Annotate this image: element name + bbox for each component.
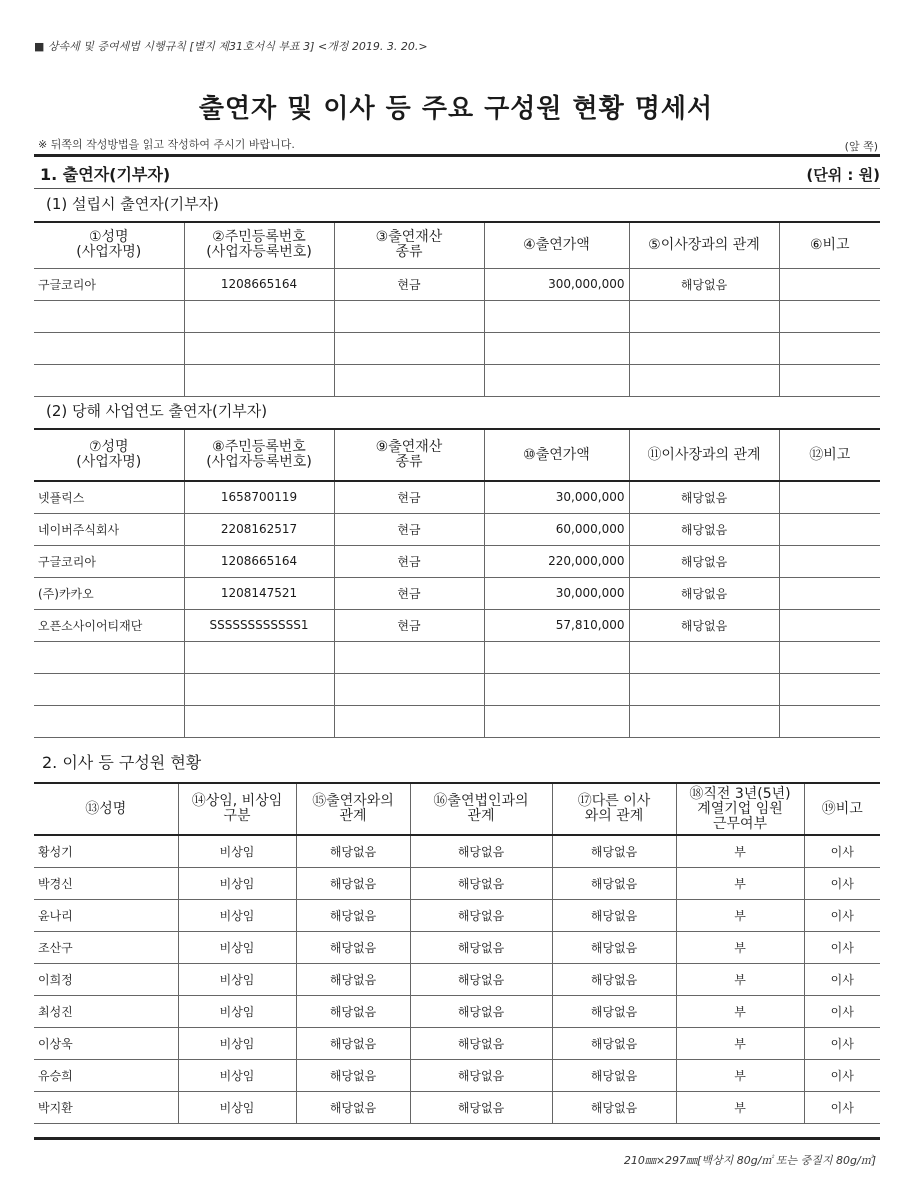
table-row — [34, 577, 880, 609]
cell-member-name: 황성기 — [34, 835, 178, 867]
cell-member-name: 이상욱 — [34, 1027, 178, 1059]
col-header-name: ⑦성명 (사업자명) — [34, 429, 184, 481]
col-header-corp-relation: ⑯출연법인과의 관계 — [410, 783, 552, 835]
cell-affiliate-exec: 부 — [676, 867, 804, 899]
col-header-name: ①성명 (사업자명) — [34, 222, 184, 268]
cell-name: 네이버주식회사 — [34, 513, 184, 545]
table-row — [34, 609, 880, 641]
paper-spec: 210㎜×297㎜[백상지 80g/㎡ 또는 중질지 80g/㎡] — [623, 1154, 876, 1167]
cell-fulltime: 비상임 — [178, 867, 296, 899]
cell-affiliate-exec: 부 — [676, 1059, 804, 1091]
cell-member-name: 최성진 — [34, 995, 178, 1027]
cell-remarks — [779, 641, 880, 673]
cell-donor-relation: 해당없음 — [296, 1091, 410, 1123]
cell-amount: 30,000,000 — [484, 577, 629, 609]
cell-corp-relation: 해당없음 — [410, 963, 552, 995]
cell-relation: 해당없음 — [629, 481, 779, 513]
cell-donor-relation: 해당없음 — [296, 1027, 410, 1059]
cell-donor-relation: 해당없음 — [296, 1059, 410, 1091]
col-header-affiliate-exec: ⑱직전 3년(5년) 계열기업 임원 근무여부 — [676, 783, 804, 835]
cell-remarks — [779, 609, 880, 641]
table-row — [34, 332, 880, 364]
cell-remarks — [779, 577, 880, 609]
table-row — [34, 641, 880, 673]
cell-asset-type — [334, 673, 484, 705]
cell-remarks — [779, 705, 880, 737]
cell-reg-no — [184, 673, 334, 705]
table-row — [34, 545, 880, 577]
cell-amount: 30,000,000 — [484, 481, 629, 513]
cell-relation: 해당없음 — [629, 609, 779, 641]
table-row — [34, 1091, 880, 1123]
table-row — [34, 268, 880, 300]
cell-member-remarks: 이사 — [804, 835, 880, 867]
cell-donor-relation: 해당없음 — [296, 835, 410, 867]
cell-relation — [629, 641, 779, 673]
cell-reg-no: 2208162517 — [184, 513, 334, 545]
cell-reg-no: 1208665164 — [184, 268, 334, 300]
unit-label: (단위 : 원) — [806, 166, 880, 184]
cell-fulltime: 비상임 — [178, 931, 296, 963]
cell-affiliate-exec: 부 — [676, 1091, 804, 1123]
section1-title: 1. 출연자(기부자) — [40, 165, 171, 184]
cell-relation — [629, 705, 779, 737]
cell-corp-relation: 해당없음 — [410, 1059, 552, 1091]
cell-director-relation: 해당없음 — [552, 931, 676, 963]
table-row — [34, 899, 880, 931]
table-row — [34, 673, 880, 705]
col-header-member-remarks: ⑲비고 — [804, 783, 880, 835]
cell-corp-relation: 해당없음 — [410, 1027, 552, 1059]
cell-member-remarks: 이사 — [804, 995, 880, 1027]
cell-member-name: 윤나리 — [34, 899, 178, 931]
table-row — [34, 835, 880, 867]
cell-director-relation: 해당없음 — [552, 835, 676, 867]
cell-reg-no: 1208665164 — [184, 545, 334, 577]
col-header-asset-type: ⑨출연재산 종류 — [334, 429, 484, 481]
col-header-relation: ⑪이사장과의 관계 — [629, 429, 779, 481]
cell-member-remarks: 이사 — [804, 1059, 880, 1091]
page-title: 출연자 및 이사 등 주요 구성원 현황 명세서 — [198, 94, 714, 124]
cell-name: (주)카카오 — [34, 577, 184, 609]
cell-director-relation: 해당없음 — [552, 995, 676, 1027]
cell-affiliate-exec: 부 — [676, 899, 804, 931]
cell-asset-type — [334, 641, 484, 673]
cell-fulltime: 비상임 — [178, 899, 296, 931]
cell-donor-relation: 해당없음 — [296, 931, 410, 963]
board-members-table — [34, 782, 880, 1124]
col-header-remarks: ⑫비고 — [779, 429, 880, 481]
cell-member-remarks: 이사 — [804, 899, 880, 931]
table-row — [34, 364, 880, 396]
table-header-row — [34, 429, 880, 481]
cell-affiliate-exec: 부 — [676, 835, 804, 867]
cell-asset-type: 현금 — [334, 481, 484, 513]
cell-asset-type — [334, 705, 484, 737]
cell-name — [34, 705, 184, 737]
col-header-amount: ⑩출연가액 — [484, 429, 629, 481]
cell-name: 구글코리아 — [34, 545, 184, 577]
instruction-note: ※ 뒤쪽의 작성방법을 읽고 작성하여 주시기 바랍니다. — [38, 138, 295, 151]
cell-member-name: 박지환 — [34, 1091, 178, 1123]
cell-donor-relation: 해당없음 — [296, 867, 410, 899]
cell-reg-no — [184, 641, 334, 673]
cell-member-remarks: 이사 — [804, 1027, 880, 1059]
table-row — [34, 1059, 880, 1091]
cell-donor-relation: 해당없음 — [296, 963, 410, 995]
table-row — [34, 300, 880, 332]
cell-member-remarks: 이사 — [804, 867, 880, 899]
cell-asset-type: 현금 — [334, 577, 484, 609]
cell-director-relation: 해당없음 — [552, 963, 676, 995]
cell-member-name: 이희정 — [34, 963, 178, 995]
cell-reg-no: SSSSSSSSSSSS1 — [184, 609, 334, 641]
cell-member-name: 유승희 — [34, 1059, 178, 1091]
bottom-rule — [34, 1137, 880, 1140]
col-header-reg-no: ②주민등록번호 (사업자등록번호) — [184, 222, 334, 268]
cell-affiliate-exec: 부 — [676, 1027, 804, 1059]
cell-remarks — [779, 481, 880, 513]
cell-affiliate-exec: 부 — [676, 963, 804, 995]
cell-name: 구글코리아 — [34, 268, 184, 300]
cell-donor-relation: 해당없음 — [296, 899, 410, 931]
cell-remarks — [779, 268, 880, 300]
page-side-label: (앞 쪽) — [844, 140, 878, 153]
table-row — [34, 481, 880, 513]
cell-amount — [484, 705, 629, 737]
cell-asset-type: 현금 — [334, 513, 484, 545]
cell-member-name: 박경신 — [34, 867, 178, 899]
cell-corp-relation: 해당없음 — [410, 867, 552, 899]
cell-asset-type: 현금 — [334, 609, 484, 641]
table-row — [34, 1027, 880, 1059]
cell-reg-no: 1658700119 — [184, 481, 334, 513]
cell-reg-no: 1208147521 — [184, 577, 334, 609]
table-row — [34, 867, 880, 899]
top-rule — [34, 154, 880, 157]
table-row — [34, 995, 880, 1027]
col-header-remarks: ⑥비고 — [779, 222, 880, 268]
cell-director-relation: 해당없음 — [552, 899, 676, 931]
cell-name — [34, 641, 184, 673]
table-row — [34, 705, 880, 737]
table-row — [34, 931, 880, 963]
cell-amount: 300,000,000 — [484, 268, 629, 300]
cell-relation: 해당없음 — [629, 268, 779, 300]
cell-remarks — [779, 673, 880, 705]
table-row — [34, 963, 880, 995]
cell-corp-relation: 해당없음 — [410, 931, 552, 963]
section1-rule — [34, 188, 880, 189]
cell-asset-type: 현금 — [334, 545, 484, 577]
section2-title: 2. 이사 등 구성원 현황 — [42, 753, 202, 772]
cell-fulltime: 비상임 — [178, 1027, 296, 1059]
cell-affiliate-exec: 부 — [676, 931, 804, 963]
col-header-reg-no: ⑧주민등록번호 (사업자등록번호) — [184, 429, 334, 481]
col-header-asset-type: ③출연재산 종류 — [334, 222, 484, 268]
cell-reg-no — [184, 705, 334, 737]
cell-member-remarks: 이사 — [804, 931, 880, 963]
sub1-title: (1) 설립시 출연자(기부자) — [46, 195, 219, 213]
cell-amount: 220,000,000 — [484, 545, 629, 577]
cell-name: 넷플릭스 — [34, 481, 184, 513]
cell-amount: 60,000,000 — [484, 513, 629, 545]
cell-remarks — [779, 545, 880, 577]
col-header-director-relation: ⑰다른 이사 와의 관계 — [552, 783, 676, 835]
cell-director-relation: 해당없음 — [552, 867, 676, 899]
cell-amount — [484, 641, 629, 673]
cell-member-remarks: 이사 — [804, 963, 880, 995]
cell-corp-relation: 해당없음 — [410, 899, 552, 931]
cell-relation: 해당없음 — [629, 545, 779, 577]
cell-affiliate-exec: 부 — [676, 995, 804, 1027]
col-header-relation: ⑤이사장과의 관계 — [629, 222, 779, 268]
col-header-member-name: ⑬성명 — [34, 783, 178, 835]
cell-director-relation: 해당없음 — [552, 1059, 676, 1091]
table-row — [34, 513, 880, 545]
sub2-title: (2) 당해 사업연도 출연자(기부자) — [46, 402, 268, 420]
col-header-amount: ④출연가액 — [484, 222, 629, 268]
cell-amount — [484, 673, 629, 705]
regulation-reference: ■ 상속세 및 증여세법 시행규칙 [별지 제31호서식 부표 3] <개정 2019. 3. 20.> — [34, 40, 428, 53]
cell-fulltime: 비상임 — [178, 1059, 296, 1091]
cell-name — [34, 673, 184, 705]
cell-member-name: 조산구 — [34, 931, 178, 963]
cell-name: 오픈소사이어티재단 — [34, 609, 184, 641]
cell-fulltime: 비상임 — [178, 835, 296, 867]
table-header-row — [34, 783, 880, 835]
cell-asset-type: 현금 — [334, 268, 484, 300]
col-header-fulltime: ⑭상임, 비상임 구분 — [178, 783, 296, 835]
cell-relation — [629, 673, 779, 705]
cell-corp-relation: 해당없음 — [410, 995, 552, 1027]
cell-corp-relation: 해당없음 — [410, 835, 552, 867]
cell-member-remarks: 이사 — [804, 1091, 880, 1123]
current-year-donors-table — [34, 428, 880, 738]
cell-corp-relation: 해당없음 — [410, 1091, 552, 1123]
cell-relation: 해당없음 — [629, 577, 779, 609]
cell-director-relation: 해당없음 — [552, 1091, 676, 1123]
cell-fulltime: 비상임 — [178, 963, 296, 995]
cell-remarks — [779, 513, 880, 545]
col-header-donor-relation: ⑮출연자와의 관계 — [296, 783, 410, 835]
table-header-row — [34, 222, 880, 268]
cell-director-relation: 해당없음 — [552, 1027, 676, 1059]
cell-fulltime: 비상임 — [178, 995, 296, 1027]
cell-relation: 해당없음 — [629, 513, 779, 545]
founding-donors-table — [34, 221, 880, 397]
cell-donor-relation: 해당없음 — [296, 995, 410, 1027]
cell-fulltime: 비상임 — [178, 1091, 296, 1123]
cell-amount: 57,810,000 — [484, 609, 629, 641]
